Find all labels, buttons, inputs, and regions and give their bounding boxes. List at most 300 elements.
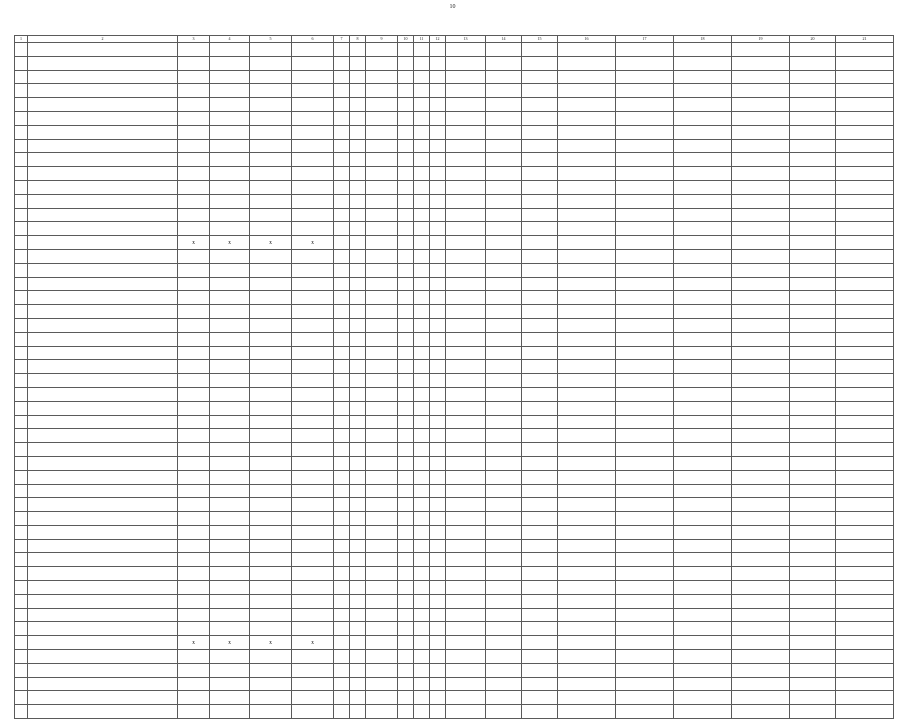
table-cell <box>414 43 430 57</box>
table-cell <box>674 70 732 84</box>
table-cell <box>522 153 558 167</box>
table-cell <box>674 663 732 677</box>
table-cell <box>790 374 836 388</box>
table-cell <box>522 167 558 181</box>
table-cell <box>350 498 366 512</box>
table-cell <box>674 291 732 305</box>
table-cell <box>210 594 250 608</box>
table-cell <box>836 194 894 208</box>
table-cell <box>414 263 430 277</box>
table-cell <box>430 346 446 360</box>
table-cell <box>430 415 446 429</box>
table-cell <box>292 208 334 222</box>
table-cell <box>790 194 836 208</box>
table-cell <box>732 180 790 194</box>
table-cell <box>28 43 178 57</box>
table-cell <box>414 429 430 443</box>
table-cell <box>790 608 836 622</box>
table-cell <box>366 539 398 553</box>
table-cell <box>674 56 732 70</box>
table-cell <box>430 318 446 332</box>
table-cell: X <box>292 236 334 250</box>
table-cell <box>350 194 366 208</box>
table-cell <box>486 236 522 250</box>
table-row <box>15 581 894 595</box>
table-cell <box>334 332 350 346</box>
table-cell <box>292 525 334 539</box>
table-cell <box>558 84 616 98</box>
table-cell <box>210 705 250 719</box>
table-cell <box>414 70 430 84</box>
table-cell <box>522 263 558 277</box>
table-cell <box>790 622 836 636</box>
table-cell <box>446 236 486 250</box>
table-cell <box>350 346 366 360</box>
table-cell <box>210 553 250 567</box>
table-cell <box>210 401 250 415</box>
table-cell <box>350 705 366 719</box>
table-cell <box>430 263 446 277</box>
table-cell <box>486 139 522 153</box>
table-cell <box>790 346 836 360</box>
table-cell <box>430 387 446 401</box>
table-cell <box>836 525 894 539</box>
table-cell <box>334 539 350 553</box>
table-cell <box>334 650 350 664</box>
table-cell <box>522 470 558 484</box>
table-cell <box>616 111 674 125</box>
table-cell <box>366 263 398 277</box>
table-cell <box>28 512 178 526</box>
table-cell <box>250 539 292 553</box>
table-cell <box>210 581 250 595</box>
table-cell <box>414 332 430 346</box>
table-row <box>15 677 894 691</box>
table-cell <box>836 622 894 636</box>
table-cell <box>350 43 366 57</box>
table-cell <box>836 594 894 608</box>
table-cell <box>522 305 558 319</box>
table-cell <box>292 111 334 125</box>
table-cell <box>366 180 398 194</box>
column-number: 12 <box>430 36 446 43</box>
table-cell <box>350 125 366 139</box>
table-cell <box>446 360 486 374</box>
table-cell <box>790 484 836 498</box>
table-cell <box>292 608 334 622</box>
table-cell <box>414 222 430 236</box>
table-cell <box>674 222 732 236</box>
table-cell <box>558 429 616 443</box>
table-cell <box>558 360 616 374</box>
table-cell <box>616 84 674 98</box>
table-cell <box>414 139 430 153</box>
table-cell <box>350 415 366 429</box>
table-cell <box>178 139 210 153</box>
table-cell <box>334 56 350 70</box>
table-cell <box>178 691 210 705</box>
table-cell <box>674 553 732 567</box>
table-cell <box>732 429 790 443</box>
table-cell <box>292 539 334 553</box>
table-cell <box>486 622 522 636</box>
table-cell <box>398 525 414 539</box>
table-cell <box>28 553 178 567</box>
table-row <box>15 374 894 388</box>
table-cell <box>558 236 616 250</box>
table-cell <box>790 539 836 553</box>
table-cell <box>28 387 178 401</box>
table-cell <box>15 608 28 622</box>
table-cell <box>790 208 836 222</box>
table-cell <box>178 84 210 98</box>
table-cell <box>15 318 28 332</box>
table-cell <box>790 84 836 98</box>
register-table <box>14 35 894 719</box>
table-cell <box>366 553 398 567</box>
table-cell <box>250 553 292 567</box>
table-cell <box>178 456 210 470</box>
table-cell <box>616 581 674 595</box>
table-cell <box>616 387 674 401</box>
table-cell <box>350 84 366 98</box>
table-cell <box>292 663 334 677</box>
table-row <box>15 663 894 677</box>
table-cell <box>674 650 732 664</box>
table-cell <box>790 650 836 664</box>
table-cell <box>350 594 366 608</box>
table-cell <box>28 167 178 181</box>
table-cell <box>292 263 334 277</box>
table-cell <box>292 43 334 57</box>
table-cell <box>836 581 894 595</box>
table-cell <box>616 677 674 691</box>
table-cell <box>732 56 790 70</box>
table-cell <box>250 153 292 167</box>
table-cell <box>674 374 732 388</box>
table-cell <box>350 663 366 677</box>
table-cell <box>350 318 366 332</box>
table-cell <box>210 608 250 622</box>
table-cell <box>732 650 790 664</box>
table-cell <box>836 677 894 691</box>
table-cell <box>790 401 836 415</box>
table-cell <box>366 291 398 305</box>
table-cell <box>414 236 430 250</box>
table-cell <box>398 581 414 595</box>
table-cell <box>334 263 350 277</box>
table-cell <box>414 567 430 581</box>
table-cell <box>836 153 894 167</box>
table-cell <box>486 705 522 719</box>
table-cell: X <box>292 636 334 650</box>
table-cell <box>334 429 350 443</box>
table-cell <box>28 456 178 470</box>
table-cell <box>366 277 398 291</box>
table-cell <box>334 484 350 498</box>
table-cell <box>15 401 28 415</box>
table-cell <box>674 111 732 125</box>
table-cell <box>836 443 894 457</box>
table-cell <box>616 525 674 539</box>
table-row <box>15 594 894 608</box>
table-cell <box>366 498 398 512</box>
table-cell <box>350 622 366 636</box>
table-cell <box>790 567 836 581</box>
table-cell <box>522 705 558 719</box>
table-cell <box>178 608 210 622</box>
table-cell <box>15 43 28 57</box>
table-cell <box>446 194 486 208</box>
table-cell <box>616 222 674 236</box>
table-row <box>15 415 894 429</box>
table-cell <box>522 622 558 636</box>
table-cell <box>334 443 350 457</box>
table-cell <box>558 305 616 319</box>
table-cell <box>486 194 522 208</box>
table-cell <box>210 415 250 429</box>
table-cell <box>836 56 894 70</box>
table-row <box>15 512 894 526</box>
table-cell <box>430 539 446 553</box>
table-cell <box>292 401 334 415</box>
table-cell <box>178 111 210 125</box>
table-cell <box>350 98 366 112</box>
table-cell <box>350 525 366 539</box>
table-cell <box>732 236 790 250</box>
table-cell <box>210 208 250 222</box>
table-cell <box>414 636 430 650</box>
table-cell <box>178 346 210 360</box>
table-cell <box>430 677 446 691</box>
column-number: 6 <box>292 36 334 43</box>
table-cell <box>446 305 486 319</box>
table-cell <box>616 374 674 388</box>
table-cell <box>15 539 28 553</box>
table-cell <box>790 677 836 691</box>
table-row <box>15 84 894 98</box>
table-cell <box>558 525 616 539</box>
table-cell <box>210 374 250 388</box>
column-number: 17 <box>616 36 674 43</box>
table-cell <box>486 305 522 319</box>
table-cell <box>178 263 210 277</box>
table-cell <box>430 43 446 57</box>
table-cell <box>522 374 558 388</box>
table-cell <box>522 70 558 84</box>
table-cell <box>446 705 486 719</box>
table-cell <box>836 608 894 622</box>
table-cell <box>398 539 414 553</box>
table-cell <box>178 43 210 57</box>
table-cell <box>292 594 334 608</box>
table-cell <box>178 98 210 112</box>
table-cell <box>790 125 836 139</box>
table-row <box>15 705 894 719</box>
table-cell <box>334 415 350 429</box>
table-cell <box>414 84 430 98</box>
table-cell <box>558 167 616 181</box>
table-cell <box>15 581 28 595</box>
table-cell <box>15 332 28 346</box>
table-cell <box>446 98 486 112</box>
table-cell <box>178 401 210 415</box>
table-cell <box>446 263 486 277</box>
table-cell <box>350 567 366 581</box>
table-cell <box>616 263 674 277</box>
table-cell <box>250 346 292 360</box>
table-cell <box>674 249 732 263</box>
table-cell <box>616 194 674 208</box>
table-row <box>15 498 894 512</box>
table-cell <box>790 70 836 84</box>
table-cell <box>558 153 616 167</box>
table-cell <box>732 291 790 305</box>
table-cell <box>366 470 398 484</box>
table-cell <box>28 332 178 346</box>
table-cell <box>522 663 558 677</box>
table-row <box>15 139 894 153</box>
table-row <box>15 553 894 567</box>
table-cell <box>486 153 522 167</box>
table-cell <box>414 456 430 470</box>
table-cell <box>210 512 250 526</box>
table-cell <box>250 484 292 498</box>
table-cell <box>836 70 894 84</box>
table-cell <box>446 677 486 691</box>
table-cell <box>558 663 616 677</box>
table-cell <box>366 374 398 388</box>
table-cell <box>836 249 894 263</box>
table-cell <box>836 291 894 305</box>
table-cell <box>674 415 732 429</box>
table-cell <box>674 332 732 346</box>
table-row <box>15 622 894 636</box>
table-cell <box>210 291 250 305</box>
table-cell <box>446 374 486 388</box>
table-cell <box>398 360 414 374</box>
table-cell <box>366 636 398 650</box>
table-cell <box>350 263 366 277</box>
table-cell <box>446 443 486 457</box>
table-cell <box>674 277 732 291</box>
table-cell <box>15 374 28 388</box>
table-cell <box>616 360 674 374</box>
table-cell <box>250 70 292 84</box>
table-cell <box>732 167 790 181</box>
table-cell <box>790 98 836 112</box>
table-cell <box>250 387 292 401</box>
table-cell <box>398 622 414 636</box>
table-cell <box>366 650 398 664</box>
table-cell <box>178 360 210 374</box>
table-cell <box>28 222 178 236</box>
table-cell <box>15 470 28 484</box>
subtotal-row <box>15 636 894 650</box>
table-cell <box>366 346 398 360</box>
table-cell <box>210 153 250 167</box>
table-cell <box>674 236 732 250</box>
table-cell <box>836 650 894 664</box>
table-cell <box>836 111 894 125</box>
table-cell <box>616 539 674 553</box>
table-cell <box>250 415 292 429</box>
table-row <box>15 484 894 498</box>
table-cell <box>836 208 894 222</box>
table-cell <box>350 139 366 153</box>
table-cell <box>292 622 334 636</box>
table-cell <box>15 277 28 291</box>
table-cell <box>430 470 446 484</box>
table-cell <box>366 222 398 236</box>
table-cell <box>178 318 210 332</box>
table-cell <box>836 415 894 429</box>
table-cell <box>616 236 674 250</box>
table-cell <box>430 429 446 443</box>
table-cell <box>446 567 486 581</box>
column-number: 9 <box>366 36 398 43</box>
table-cell <box>250 263 292 277</box>
table-cell <box>398 167 414 181</box>
table-cell <box>398 374 414 388</box>
table-cell <box>414 608 430 622</box>
table-cell <box>250 498 292 512</box>
table-cell <box>732 387 790 401</box>
table-row <box>15 332 894 346</box>
table-cell <box>292 387 334 401</box>
table-cell <box>15 98 28 112</box>
table-cell <box>250 525 292 539</box>
table-cell <box>178 222 210 236</box>
table-cell <box>350 153 366 167</box>
table-cell <box>210 443 250 457</box>
table-cell <box>398 249 414 263</box>
table-cell <box>178 153 210 167</box>
column-number: 7 <box>334 36 350 43</box>
table-cell <box>28 84 178 98</box>
table-cell <box>350 512 366 526</box>
table-cell <box>486 111 522 125</box>
table-cell <box>836 387 894 401</box>
table-cell <box>558 56 616 70</box>
table-cell <box>558 539 616 553</box>
table-cell <box>486 98 522 112</box>
table-cell <box>250 194 292 208</box>
table-cell <box>210 125 250 139</box>
table-cell <box>836 305 894 319</box>
table-cell <box>334 360 350 374</box>
table-cell: X <box>178 636 210 650</box>
table-cell <box>398 636 414 650</box>
table-cell <box>486 429 522 443</box>
table-cell <box>398 484 414 498</box>
table-cell <box>486 498 522 512</box>
table-cell <box>430 56 446 70</box>
table-cell <box>616 456 674 470</box>
table-cell <box>790 43 836 57</box>
table-cell <box>486 84 522 98</box>
table-cell <box>674 43 732 57</box>
table-cell <box>522 691 558 705</box>
table-cell <box>334 456 350 470</box>
table-cell <box>522 512 558 526</box>
table-cell <box>558 98 616 112</box>
table-cell <box>366 429 398 443</box>
table-cell <box>522 650 558 664</box>
table-cell <box>28 608 178 622</box>
table-cell <box>836 374 894 388</box>
table-cell <box>430 498 446 512</box>
